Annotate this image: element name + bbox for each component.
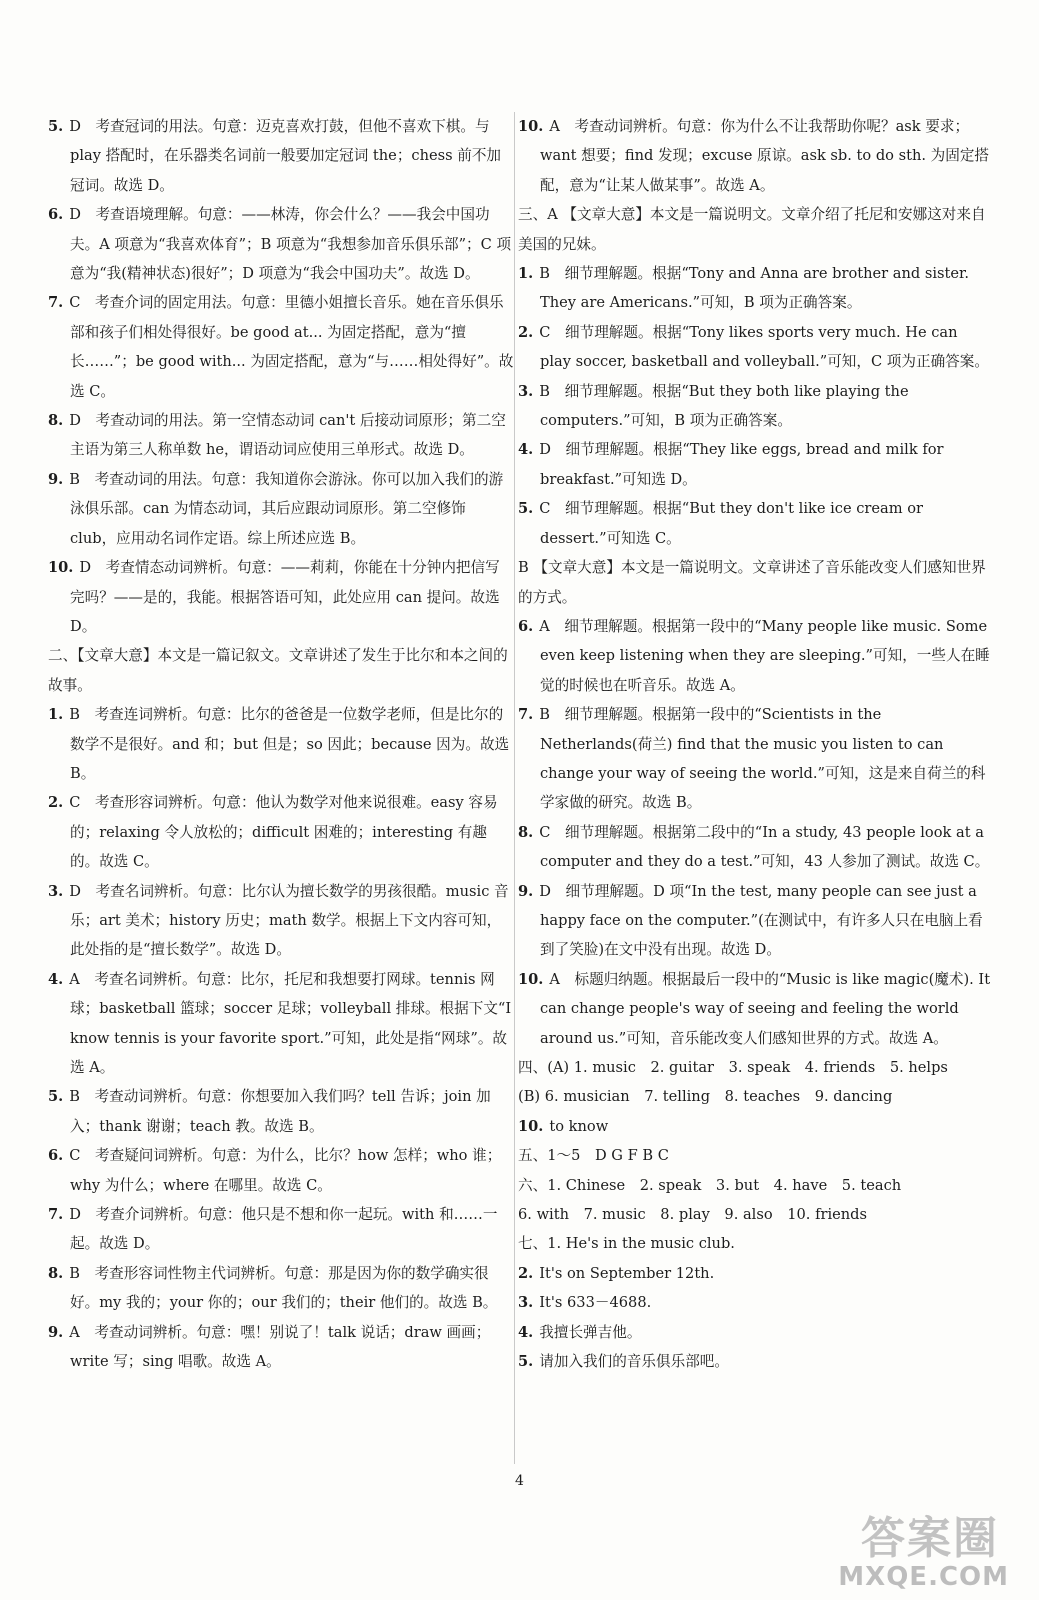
item-number: 9. xyxy=(48,1323,64,1341)
item-number: 4. xyxy=(48,970,64,988)
item-text: C 考查疑问词辨析。句意：为什么，比尔？how 怎样；who 谁；why 为什么；where 在哪里。故选 C。 xyxy=(69,1147,502,1194)
item-number: 8. xyxy=(48,412,64,430)
item-number: 10. xyxy=(518,118,544,135)
answer-item xyxy=(518,818,993,877)
answer-item xyxy=(48,200,514,288)
answer-item xyxy=(518,1229,993,1258)
item-text: D 细节理解题。D 项“In the test, many people can see just a happy face on the computer.”(在测试中，有许多人只在电脑上看到了笑脸)在文中没有出现。故选 D。 xyxy=(539,882,983,959)
answer-item xyxy=(518,1171,993,1200)
item-number: 7. xyxy=(48,1206,64,1224)
answer-item xyxy=(518,1082,993,1111)
right-column xyxy=(518,112,993,1376)
item-text: A 细节理解题。根据第一段中的“Many people like music. Some even keep listening when they are sleeping.”可知，一些人在睡觉的时候也在听音乐。故选 A。 xyxy=(539,617,990,694)
item-text: 六、1. Chinese 2. speak 3. but 4. have 5. teach xyxy=(518,1176,902,1194)
item-text: B 考查形容词性物主代词辨析。句意：那是因为你的数学确实很好。my 我的；your 你的；our 我们的；their 他们的。故选 B。 xyxy=(69,1264,498,1312)
answer-item xyxy=(48,1082,514,1141)
item-number: 1. xyxy=(518,265,534,283)
item-number: 9. xyxy=(518,882,534,900)
item-text: C 细节理解题。根据“But they don't like ice cream or dessert.”可知选 C。 xyxy=(539,500,923,547)
item-text: 我擅长弹吉他。 xyxy=(539,1323,642,1341)
answer-item xyxy=(48,1318,514,1377)
answer-item xyxy=(518,259,993,318)
item-text: D 考查情态动词辨析。句意：——莉莉，你能在十分钟内把信写完吗？——是的，我能。根据答语可知，此处应用 can 提问。故选 D。 xyxy=(70,559,500,635)
item-number: 5. xyxy=(518,1353,534,1371)
item-number: 5. xyxy=(48,118,64,135)
item-text: 五、1～5 D G F B C xyxy=(518,1147,669,1165)
answer-item xyxy=(48,112,514,200)
item-number: 7. xyxy=(48,294,64,312)
answer-item xyxy=(48,788,514,876)
item-number: 1. xyxy=(48,706,64,724)
item-number: 4. xyxy=(518,1323,534,1341)
answer-item xyxy=(518,1259,993,1288)
item-text: A 考查动词辨析。句意：嘿！别说了！talk 说话；draw 画画；write 写；sing 唱歌。故选 A。 xyxy=(69,1323,491,1371)
item-text: D 考查名词辨析。句意：比尔认为擅长数学的男孩很酷。music 音乐；art 美术；history 历史；math 数学。根据上下文内容可知，此处指的是“擅长数学”。故选 D。 xyxy=(69,882,509,959)
item-text: B 考查连词辨析。句意：比尔的爸爸是一位数学老师，但是比尔的数学不是很好。and 和；but 但是；so 因此；because 因为。故选 B。 xyxy=(69,706,510,782)
item-text: to know xyxy=(549,1117,609,1135)
answer-item xyxy=(518,700,993,818)
answer-item xyxy=(48,641,514,700)
item-text: A 考查动词辨析。句意：你为什么不让我帮助你呢？ask 要求；want 想要；find 发现；excuse 原谅。ask sb. to do sth. 为固定搭配，意为“让某人做某事”。故选 A。 xyxy=(540,118,990,194)
item-text: B 细节理解题。根据第一段中的“Scientists in the Netherlands(荷兰) find that the music you listen to can change your way of seeing the world.”可知，这是来自荷兰的科学家做的研究。故选 B。 xyxy=(539,706,986,812)
item-text: (B) 6. musician 7. telling 8. teaches 9. dancing xyxy=(518,1088,893,1106)
answer-item xyxy=(518,494,993,553)
item-text: D 考查冠词的用法。句意：迈克喜欢打鼓，但他不喜欢下棋。与 play 搭配时，在乐器类名词前一般要加定冠词 the；chess 前不加冠词。故选 D。 xyxy=(69,118,502,194)
item-text: 七、1. He's in the music club. xyxy=(518,1235,735,1253)
item-number: 9. xyxy=(48,470,64,488)
item-text: B 细节理解题。根据“But they both like playing the computers.”可知，B 项为正确答案。 xyxy=(539,382,909,430)
item-text: C 细节理解题。根据第二段中的“In a study, 43 people look at a computer and they do a test.”可知，43 人参加了测试。故选 C。 xyxy=(539,823,990,871)
answer-item xyxy=(518,1053,993,1082)
answer-item xyxy=(518,377,993,436)
item-text: B 考查动词的用法。句意：我知道你会游泳。你可以加入我们的游泳俱乐部。can 为情态动词，其后应跟动词原形。第二空修饰 club，应用动名词作定语。综上所述应选 B。 xyxy=(69,470,504,547)
answer-item xyxy=(518,112,993,200)
item-number: 2. xyxy=(518,323,534,341)
item-text: D 细节理解题。根据“They like eggs, bread and milk for breakfast.”可知选 D。 xyxy=(539,441,944,488)
answer-item xyxy=(518,435,993,494)
answer-item xyxy=(518,1200,993,1229)
column-divider xyxy=(514,112,515,1464)
answer-item xyxy=(48,406,514,465)
answer-item xyxy=(518,612,993,700)
answer-item xyxy=(48,700,514,788)
item-number: 6. xyxy=(518,617,534,635)
item-text: 6. with 7. music 8. play 9. also 10. friends xyxy=(518,1206,867,1224)
item-number: 3. xyxy=(48,882,64,900)
item-text: D 考查介词辨析。句意：他只是不想和你一起玩。with 和……一起。故选 D。 xyxy=(69,1206,498,1253)
item-number: 10. xyxy=(48,559,74,577)
item-text: 二、【文章大意】本文是一篇记叙文。文章讲述了发生于比尔和本之间的故事。 xyxy=(48,647,508,694)
answer-item xyxy=(48,553,514,641)
answer-item xyxy=(518,1141,993,1170)
item-text: 四、(A) 1. music 2. guitar 3. speak 4. friends 5. helps xyxy=(518,1059,948,1076)
answer-item xyxy=(518,318,993,377)
item-text: A 标题归纳题。根据最后一段中的“Music is like magic(魔术). It can change people's way of seeing and feeling the world around us.”可知，音乐能改变人们感知世界的方式。故选 A。 xyxy=(540,970,991,1047)
answer-item xyxy=(48,465,514,553)
item-text: D 考查动词的用法。第一空情态动词 can't 后接动词原形；第二空主语为第三人称单数 he，谓语动词应使用三单形式。故选 D。 xyxy=(69,412,506,459)
item-text: B 细节理解题。根据“Tony and Anna are brother and sister. They are Americans.”可知，B 项为正确答案。 xyxy=(539,265,970,312)
item-text: C 考查介词的固定用法。句意：里德小姐擅长音乐。她在音乐俱乐部和孩子们相处得很好。be good at... 为固定搭配，意为“擅长……”；be good with... 为固定搭配，意为“与……相处得好”。故选 C。 xyxy=(69,294,514,400)
page-number: 4 xyxy=(515,1473,524,1489)
item-number: 4. xyxy=(518,441,534,459)
item-number: 3. xyxy=(518,382,534,400)
answer-item xyxy=(48,965,514,1083)
item-text: C 细节理解题。根据“Tony likes sports very much. He can play soccer, basketball and volleyball.”可知，C 项为正确答案。 xyxy=(539,323,989,371)
item-number: 7. xyxy=(518,706,534,724)
item-text: B 【文章大意】本文是一篇说明文。文章讲述了音乐能改变人们感知世界的方式。 xyxy=(518,559,986,606)
item-text: D 考查语境理解。句意：——林涛，你会什么？——我会中国功夫。A 项意为“我喜欢体育”；B 项意为“我想参加音乐俱乐部”；C 项意为“我(精神状态)很好”；D 项意为“我会中国功夫”。故选 D。 xyxy=(69,206,512,283)
answer-item xyxy=(518,1347,993,1376)
item-number: 2. xyxy=(48,794,64,812)
item-number: 2. xyxy=(518,1264,534,1282)
item-number: 10. xyxy=(518,1117,544,1135)
item-text: It's 633－4688. xyxy=(539,1294,652,1312)
answer-item xyxy=(518,1288,993,1317)
item-number: 8. xyxy=(48,1264,64,1282)
answer-item xyxy=(518,1112,993,1141)
item-text: C 考查形容词辨析。句意：他认为数学对他来说很难。easy 容易的；relaxing 令人放松的；difficult 困难的；interesting 有趣的。故选 C。 xyxy=(69,794,498,871)
item-text: B 考查动词辨析。句意：你想要加入我们吗？tell 告诉；join 加入；thank 谢谢；teach 教。故选 B。 xyxy=(69,1088,491,1135)
item-text: 请加入我们的音乐俱乐部吧。 xyxy=(539,1353,729,1371)
answer-item xyxy=(48,1259,514,1318)
item-number: 5. xyxy=(48,1088,64,1106)
watermark-text-top: 答案圈 xyxy=(861,1513,999,1564)
answer-item xyxy=(48,877,514,965)
answer-item xyxy=(518,965,993,1053)
answer-item xyxy=(518,1318,993,1347)
answer-item xyxy=(518,200,993,259)
item-number: 10. xyxy=(518,970,544,988)
item-number: 6. xyxy=(48,206,64,224)
item-number: 6. xyxy=(48,1147,64,1165)
watermark-logo xyxy=(794,1502,1009,1592)
answer-item xyxy=(48,1141,514,1200)
item-number: 8. xyxy=(518,823,534,841)
watermark-text-bottom: MXQE.COM xyxy=(838,1562,1009,1592)
answer-item xyxy=(518,553,993,612)
item-text: 三、A 【文章大意】本文是一篇说明文。文章介绍了托尼和安娜这对来自美国的兄妹。 xyxy=(518,206,986,253)
item-text: A 考查名词辨析。句意：比尔，托尼和我想要打网球。tennis 网球；basketball 篮球；soccer 足球；volleyball 排球。根据下文“I know tennis is your favorite sport.”可知，此处是指“网球”。故选 A。 xyxy=(69,970,512,1076)
item-number: 5. xyxy=(518,500,534,518)
left-column xyxy=(48,112,514,1376)
answer-item xyxy=(48,1200,514,1259)
answer-item xyxy=(518,877,993,965)
item-text: It's on September 12th. xyxy=(539,1264,715,1282)
answer-item xyxy=(48,288,514,406)
item-number: 3. xyxy=(518,1294,534,1312)
